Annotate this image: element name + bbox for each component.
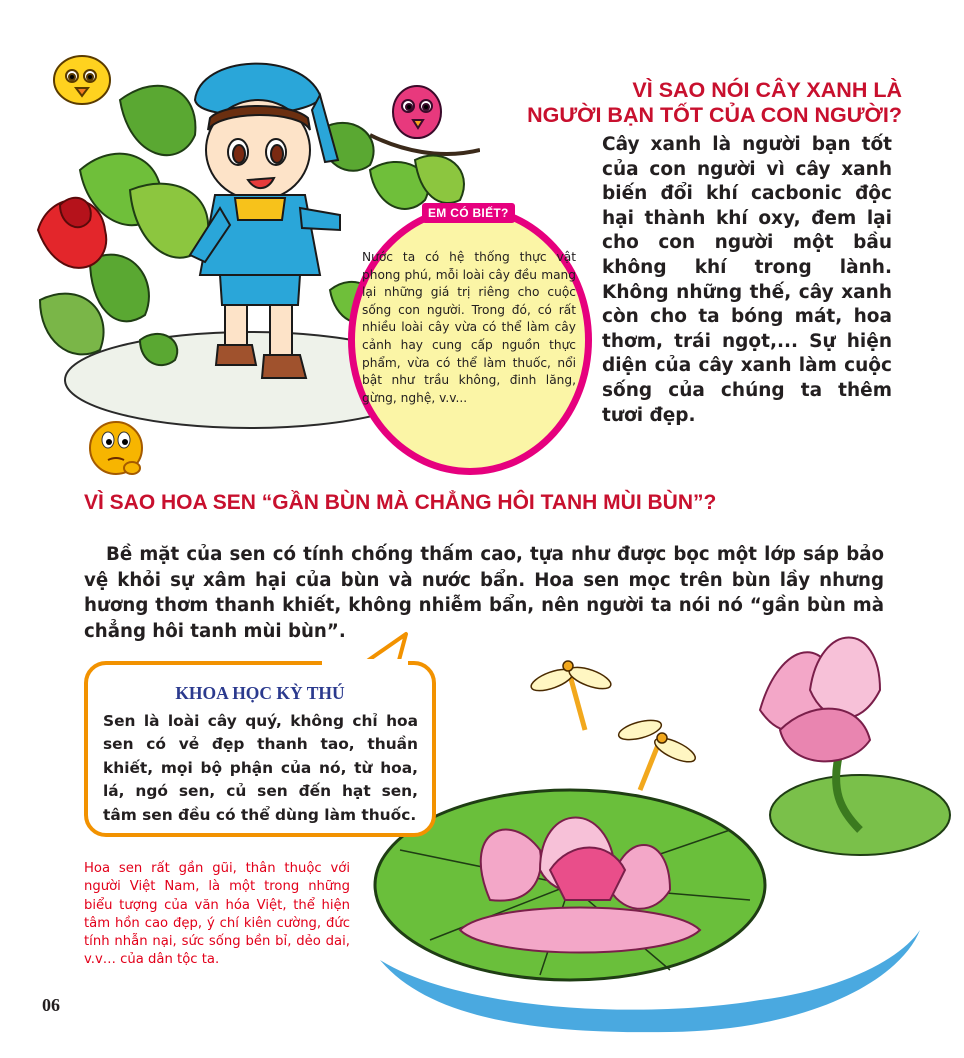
did-you-know-text: Nước ta có hệ thống thực vật phong phú, mỗi loài cây đều mang lại những giá trị riêng cho cuộc sống con người. Trong đó, có rất nhiều loài cây vừa có thể làm cây cảnh hay cung cấp nguồn thực phẩm, vừa có thể làm thuốc, nổi bật như trầu không, đinh lăng, gừng, nghệ, v.v... [362,250,576,405]
fun-science-text: Sen là loài cây quý, không chỉ hoa sen có vẻ đẹp thanh tao, thuần khiết, mọi bộ phận của nó, từ hoa, lá, ngó sen, củ sen đến hạt sen, tâm sen đều có thể dùng làm thuốc. [103,712,418,824]
tall-lotus-flower [760,638,880,762]
boy-figure [190,64,340,378]
leaves-right [320,123,464,209]
fun-science-bubble-tail-cover [322,659,408,667]
dragonfly-icon [617,717,699,790]
section-1-title-line-1: VÌ SAO NÓI CÂY XANH LÀ [632,78,902,102]
section-1-body: Cây xanh là người bạn tốt của con người vì cây xanh biến đổi khí cacbonic độc hại thành khí oxy, đem lại cho con người một bầu không khí trong lành. Không những thế, cây xanh còn cho ta bóng mát, hoa thơm, trái ngọt,... Sự hiện diện của cây xanh làm cuộc sống của chúng ta thêm tươi đẹp. [602,134,892,426]
yellow-chick-icon [54,56,110,104]
did-you-know-badge: EM CÓ BIẾT? [422,203,515,223]
section-2-body: Bề mặt của sen có tính chống thấm cao, tựa như được bọc một lớp sáp bảo vệ khỏi sự xâm hại của bùn và nước bẩn. Hoa sen mọc trên bùn lầy nhưng hương thơm thanh khiết, không nhiễm bẩn, nên người ta nói nó “gần bùn mà chẳng hôi tanh mùi bùn”. [84,544,884,642]
pink-bird-icon [370,86,480,154]
lotus-caption: Hoa sen rất gần gũi, thân thuộc với người Việt Nam, là một trong những biểu tượng của văn hóa Việt, thể hiện tâm hồn cao đẹp, ý chí kiên cường, đức tính nhẫn nại, sức sống bền bỉ, dẻo dai, v.v… của dân tộc ta. [84,861,350,968]
fun-science-title: KHOA HỌC KỲ THÚ [175,683,345,703]
thinking-face-icon [86,410,150,480]
dragonfly-icon [529,661,614,730]
section-2-title: VÌ SAO HOA SEN “GẦN BÙN MÀ CHẲNG HÔI TANH MÙI BÙN”? [84,491,717,514]
red-flower [38,198,106,268]
section-1-title-line-2: NGƯỜI BẠN TỐT CỦA CON NGƯỜI? [527,103,902,127]
page-number: 06 [42,995,60,1015]
section-1-title [480,78,902,128]
